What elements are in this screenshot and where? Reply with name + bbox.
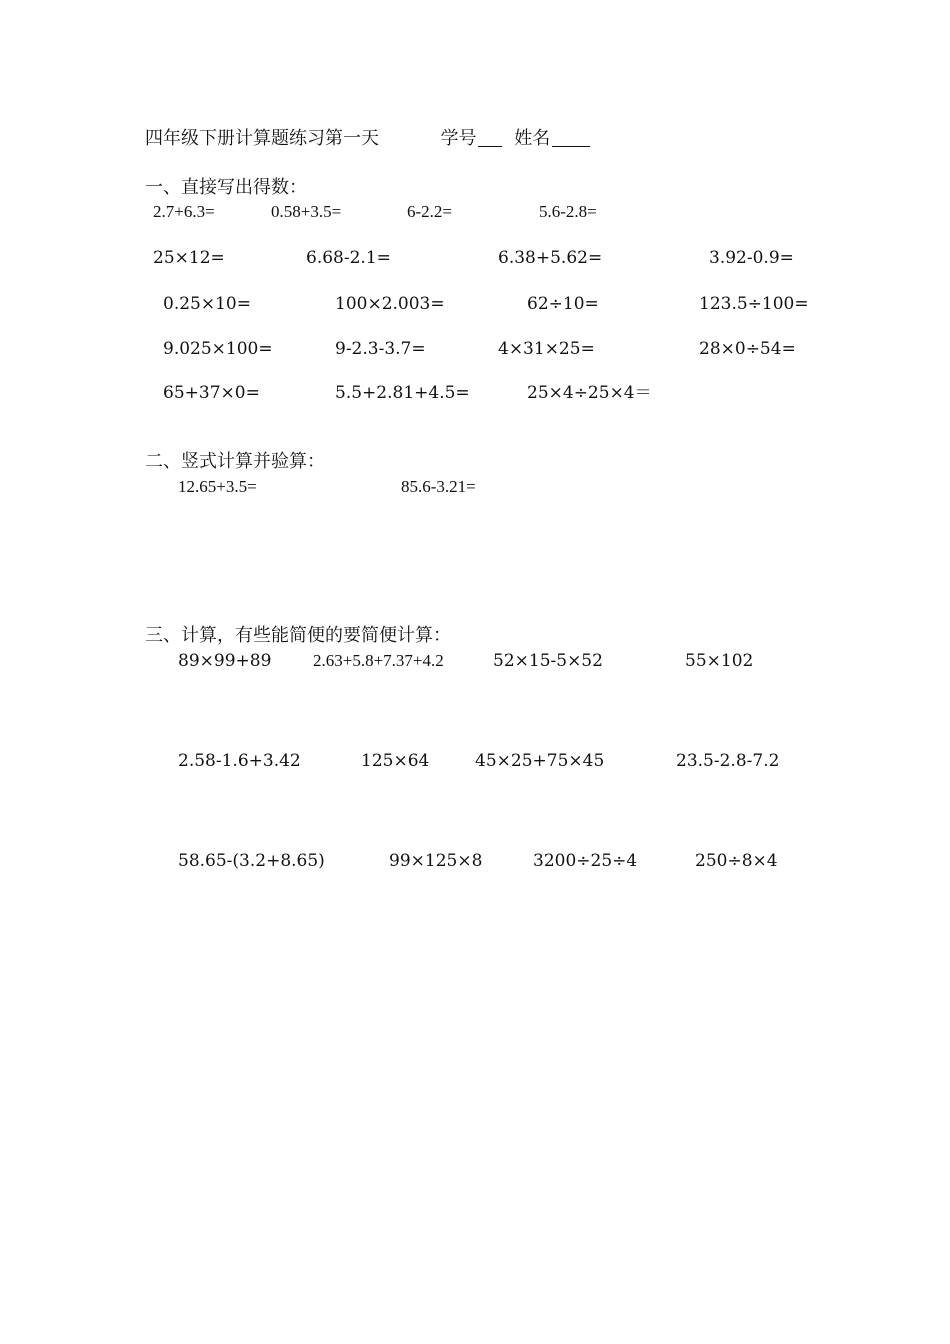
problem: 6.68-2.1=: [306, 248, 391, 268]
problem: 12.65+3.5=: [178, 477, 257, 496]
student-no-label: 学号: [440, 128, 477, 149]
problem: 89×99+89: [178, 651, 272, 671]
name-label: 姓名: [514, 128, 551, 149]
problem: 25×12=: [153, 248, 225, 268]
problem: 99×125×8: [389, 851, 483, 871]
problem: 23.5-2.8-7.2: [676, 751, 780, 771]
problem: 2.7+6.3=: [153, 202, 215, 221]
problem: 9-2.3-3.7=: [335, 339, 426, 359]
problem: 0.25×10=: [163, 294, 251, 314]
problem: 58.65-(3.2+8.65): [178, 851, 325, 871]
problem: 65+37×0=: [163, 383, 260, 403]
problem: 25×4÷25×4＝: [527, 383, 652, 403]
problem: 55×102: [685, 651, 754, 671]
problem: 125×64: [361, 751, 430, 771]
problem: 6.38+5.62=: [498, 248, 603, 268]
problem: 5.6-2.8=: [539, 202, 597, 221]
problem: 0.58+3.5=: [271, 202, 342, 221]
problem: 45×25+75×45: [475, 751, 605, 771]
problem: 52×15-5×52: [493, 651, 603, 671]
problem: 5.5+2.81+4.5=: [335, 383, 470, 403]
student-no-blank[interactable]: [478, 128, 502, 147]
problem: 9.025×100=: [163, 339, 273, 359]
problem: 62÷10=: [527, 294, 599, 314]
problem: 3.92-0.9=: [709, 248, 794, 268]
problem: 2.58-1.6+3.42: [178, 751, 301, 771]
name-blank[interactable]: [552, 128, 590, 147]
problem: 28×0÷54=: [699, 339, 796, 359]
problem: 6-2.2=: [407, 202, 452, 221]
worksheet-title: 四年级下册计算题练习第一天: [145, 128, 379, 149]
problem: 4×31×25=: [498, 339, 595, 359]
section2-heading: 二、竖式计算并验算：: [145, 451, 325, 472]
problem: 2.63+5.8+7.37+4.2: [313, 651, 444, 670]
problem: 100×2.003=: [335, 294, 445, 314]
problem: 123.5÷100=: [699, 294, 809, 314]
problem: 3200÷25÷4: [533, 851, 638, 871]
problem: 85.6-3.21=: [401, 477, 476, 496]
worksheet-header: [145, 128, 590, 149]
problem: 250÷8×4: [695, 851, 778, 871]
section3-heading: 三、计算，有些能简便的要简便计算：: [145, 625, 451, 646]
section1-heading: 一、直接写出得数：: [145, 177, 307, 198]
